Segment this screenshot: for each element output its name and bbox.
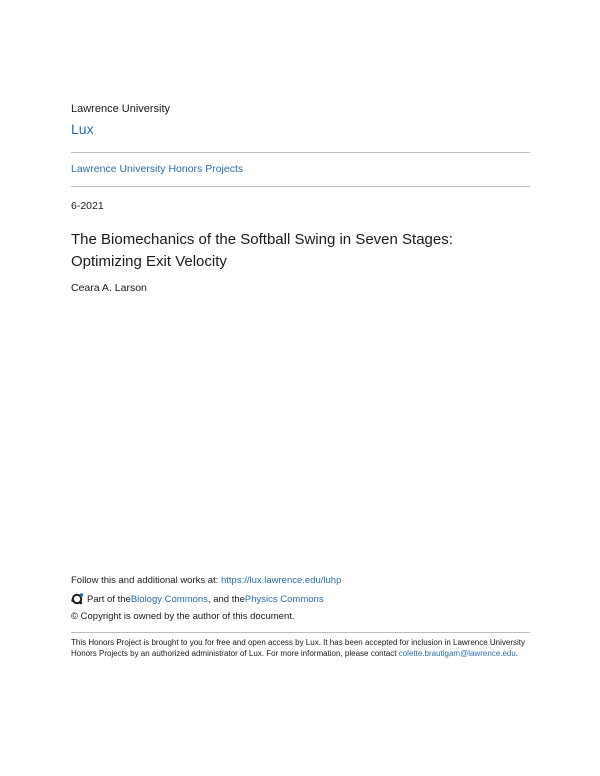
top-divider bbox=[71, 152, 530, 153]
document-title: The Biomechanics of the Softball Swing in Seven Stages: Optimizing Exit Velocity bbox=[71, 231, 453, 270]
copyright-statement: © Copyright is owned by the author of this document. bbox=[71, 611, 295, 622]
follow-link[interactable]: https://lux.lawrence.edu/luhp bbox=[220, 575, 342, 586]
repository-link[interactable]: Lux bbox=[71, 121, 94, 137]
contact-email-link[interactable]: colette.brautigam@lawrence.edu bbox=[398, 649, 516, 658]
author-name: Ceara A. Larson bbox=[71, 282, 147, 294]
notice-text: This Honors Project is brought to you for free and open access by Lux. It has been accepted for inclusion in Lawrence University Honors Projects by an authorized administrator of Lux. For more information, please contact bbox=[71, 638, 526, 658]
access-notice bbox=[71, 637, 531, 659]
series-link[interactable]: Lawrence University Honors Projects bbox=[71, 163, 244, 175]
and-the-text: , and the bbox=[207, 593, 245, 605]
institution-name: Lawrence University bbox=[71, 103, 171, 115]
part-of-line bbox=[71, 593, 324, 605]
biology-commons-link[interactable]: Biology Commons bbox=[130, 593, 208, 605]
publication-date: 6-2021 bbox=[71, 200, 104, 212]
follow-line bbox=[71, 575, 341, 586]
footer-divider bbox=[71, 632, 530, 633]
physics-commons-link[interactable]: Physics Commons bbox=[244, 593, 324, 605]
notice-end: . bbox=[515, 649, 519, 658]
follow-text: Follow this and additional works at: bbox=[71, 575, 221, 586]
network-commons-icon bbox=[71, 593, 84, 605]
part-of-prefix: Part of the bbox=[87, 593, 131, 605]
series-divider bbox=[71, 186, 530, 187]
